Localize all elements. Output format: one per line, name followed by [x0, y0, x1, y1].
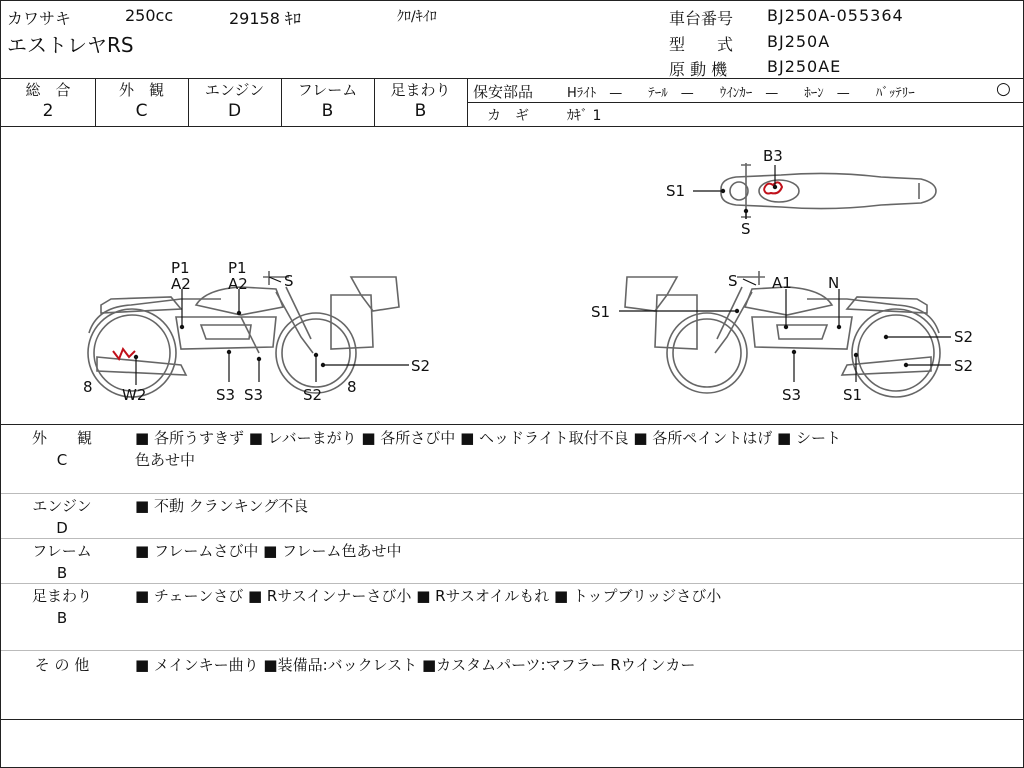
- diagram-label: 8: [347, 378, 357, 396]
- diagram-label: A2: [171, 275, 191, 293]
- battery-ok-mark: ○: [996, 79, 1011, 99]
- grade-label: フレーム: [297, 81, 358, 99]
- grade-value: 2: [42, 101, 54, 121]
- grade-value: C: [135, 101, 148, 121]
- model-code: BJ250A: [767, 32, 831, 51]
- model-code-label: 型 式: [669, 35, 734, 54]
- grade-value: B: [414, 101, 427, 121]
- detail-label: 外 観: [31, 429, 92, 447]
- diagram-label: S3: [216, 386, 236, 404]
- grade-overall: [1, 80, 95, 122]
- frame-no: BJ250A-055364: [767, 6, 904, 25]
- grade-suspension: [374, 80, 467, 122]
- diagram-label: A2: [228, 275, 248, 293]
- detail-label: エンジン: [32, 497, 92, 515]
- detail-other-label: [1, 654, 123, 676]
- damage-diagram: [1, 127, 1023, 424]
- grade-label: エンジン: [204, 81, 265, 99]
- detail-other-text: ■ メインキー曲り ■装備品:バックレスト ■カスタムパーツ:マフラー Rウインカー: [135, 656, 696, 674]
- diagram-label: S: [728, 272, 738, 290]
- grade-exterior: [95, 80, 188, 122]
- key-label: カ ギ: [487, 108, 529, 124]
- detail-grade: D: [56, 519, 68, 537]
- diagram-label: B3: [763, 147, 783, 165]
- diagram-label: S: [741, 220, 751, 238]
- grade-label: 総 合: [25, 81, 71, 99]
- detail-engine-text: ■ 不動 クランキング不良: [135, 497, 309, 515]
- engine-code-label: 原 動 機: [669, 60, 728, 79]
- safety-parts-items: Hﾗｲﾄ — ﾃｰﾙ — ｳｲﾝｶｰ — ﾎｰﾝ — ﾊﾞｯﾃﾘｰ: [567, 86, 915, 101]
- grade-value: B: [321, 101, 334, 121]
- frame-no-label: 車台番号: [669, 9, 734, 28]
- diagram-label: S1: [591, 303, 611, 321]
- detail-frame-text: ■ フレームさび中 ■ フレーム色あせ中: [135, 542, 402, 560]
- diagram-label: S: [284, 272, 294, 290]
- detail-suspension-text: ■ チェーンさび ■ Rサスインナーさび小 ■ Rサスオイルもれ ■ トップブリッジさび小: [135, 587, 722, 605]
- diagram-label: S1: [666, 182, 686, 200]
- detail-grade: B: [56, 609, 68, 627]
- diagram-label: P1: [171, 259, 190, 277]
- diagram-label: S3: [244, 386, 264, 404]
- model-name: エストレヤRS: [7, 33, 134, 57]
- diagram-label: N: [828, 274, 840, 292]
- detail-frame-label: [1, 540, 123, 584]
- leader-dots: [134, 185, 908, 367]
- grade-value: D: [227, 101, 242, 121]
- damage-mark-tank: [764, 182, 782, 193]
- grade-label: 外 観: [118, 81, 164, 99]
- displacement: 250cc: [125, 6, 174, 25]
- detail-label: フレーム: [32, 542, 92, 560]
- grade-engine: [188, 80, 281, 122]
- diagram-label: P1: [228, 259, 247, 277]
- diagram-label: 8: [83, 378, 93, 396]
- detail-engine-label: [1, 495, 123, 539]
- grade-frame: [281, 80, 374, 122]
- detail-suspension-label: [1, 585, 123, 629]
- diagram-label: S2: [954, 328, 974, 346]
- detail-exterior-text: ■ 各所うすきず ■ レバーまがり ■ 各所さび中 ■ ヘッドライト取付不良 ■ 各所ペイントはげ ■ シート 色あせ中: [135, 429, 841, 469]
- detail-label: そ の 他: [34, 656, 90, 674]
- diagram-label: A1: [772, 274, 792, 292]
- mileage: 29158 ｷﾛ: [229, 9, 301, 28]
- maker: カワサキ: [7, 9, 72, 28]
- detail-grade: C: [56, 451, 68, 469]
- key-value: ｶｷﾞ 1: [567, 108, 602, 124]
- diagram-label: S2: [411, 357, 431, 375]
- diagram-label: S1: [843, 386, 863, 404]
- detail-label: 足まわり: [31, 587, 92, 605]
- safety-parts-label: 保安部品: [473, 83, 534, 101]
- grade-label: 足まわり: [390, 81, 451, 99]
- bike-top-view: [721, 163, 936, 219]
- diagram-label: S2: [954, 357, 974, 375]
- detail-exterior-label: [1, 427, 123, 471]
- engine-code: BJ250AE: [767, 57, 842, 76]
- color: ｸﾛ/ｷｲﾛ: [397, 9, 437, 25]
- diagram-label: S3: [782, 386, 802, 404]
- detail-grade: B: [56, 564, 68, 582]
- diagram-label: S2: [303, 386, 323, 404]
- diagram-label: W2: [122, 386, 147, 404]
- damage-mark-muffler: [113, 349, 135, 359]
